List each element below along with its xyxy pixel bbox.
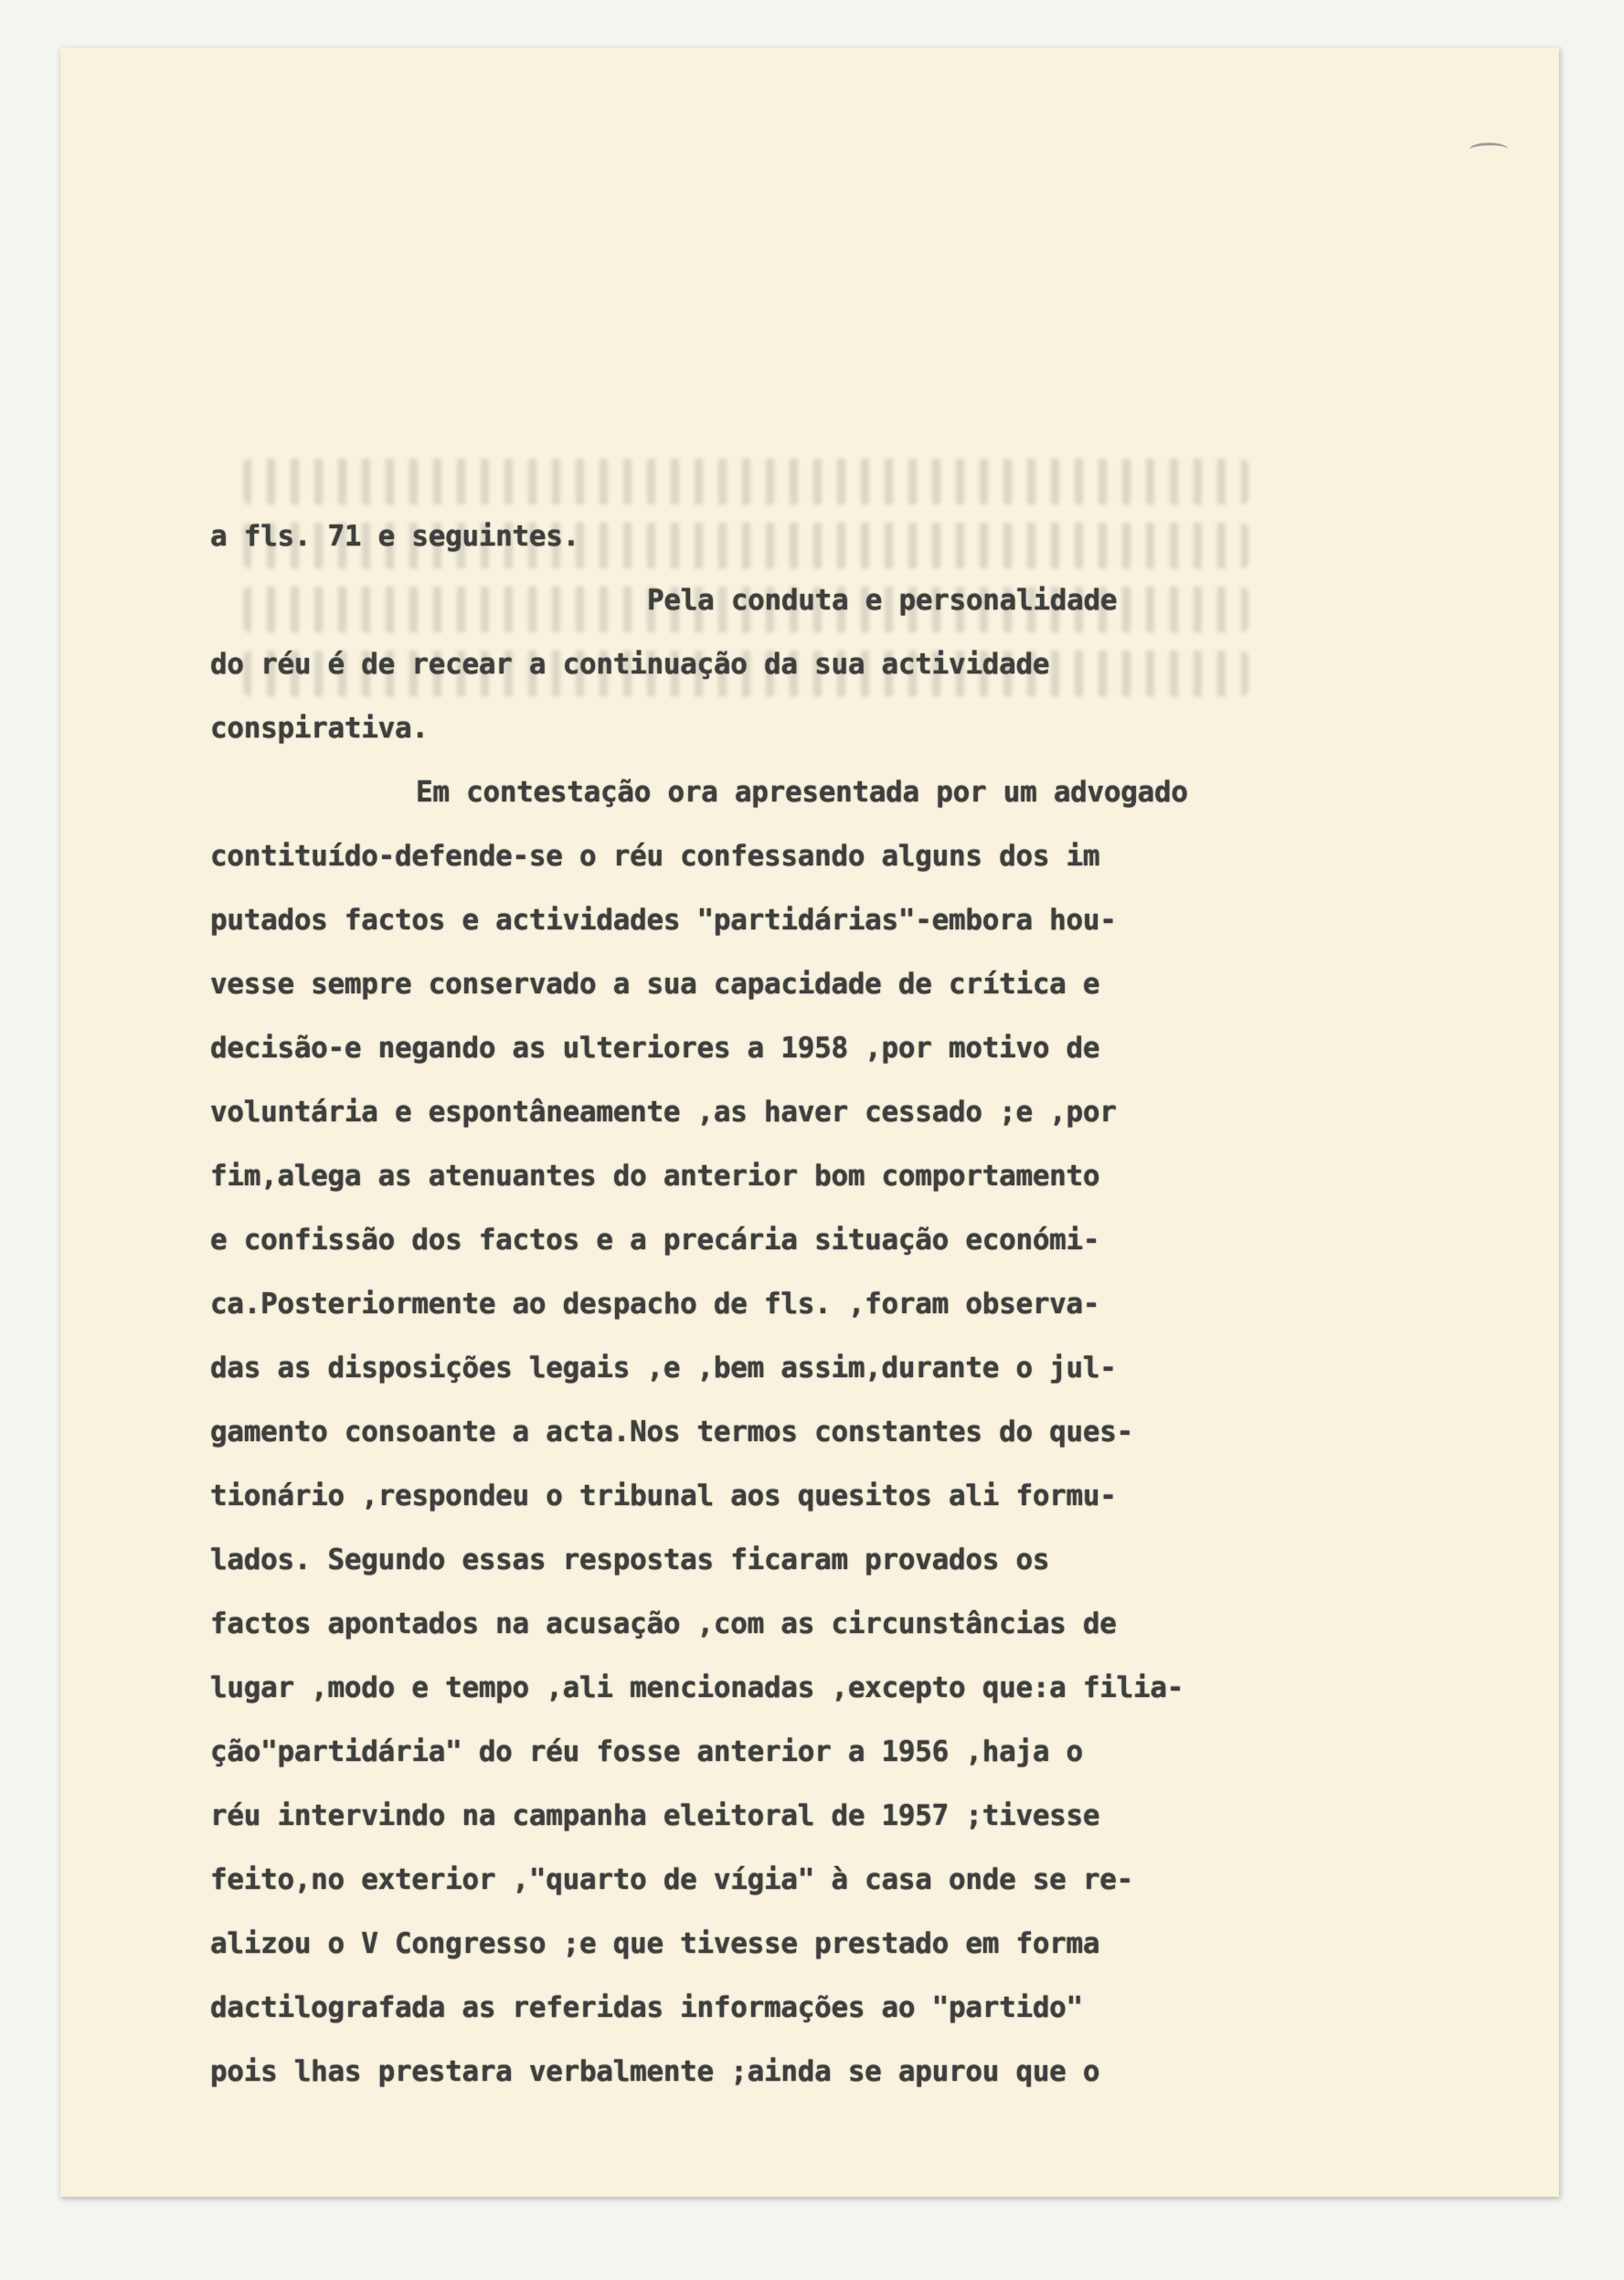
text-line: lados. Segundo essas respostas ficaram provados os [210,1543,1050,1576]
text-line: ca.Posteriormente ao despacho de fls. ,foram observa- [210,1288,1100,1320]
text-line: conspirativa. [210,712,429,745]
pencil-mark [1470,142,1509,158]
text-line: factos apontados na acusação ,com as circunstâncias de [210,1607,1117,1640]
text-line: a fls. 71 e seguintes. [210,520,579,553]
text-line: e confissão dos factos e a precária situação económi- [210,1224,1100,1257]
text-line: pois lhas prestara verbalmente ;ainda se apurou que o [210,2055,1100,2088]
text-line: gamento consoante a acta.Nos termos constantes do ques- [210,1416,1133,1448]
text-line: dactilografada as referidas informações ao "partido" [210,1991,1083,2024]
text-line: réu intervindo na campanha eleitoral de 1957 ;tivesse [210,1799,1100,1832]
typed-text-block [210,504,1362,2104]
text-line: ção"partidária" do réu fosse anterior a 1956 ,haja o [210,1735,1083,1768]
text-line: do réu é de recear a continuação da sua actividade [210,648,1050,681]
text-line: lugar ,modo e tempo ,ali mencionadas ,excepto que:a filia- [210,1671,1184,1704]
text-line: Em contestação ora apresentada por um advogado [416,776,1188,809]
text-line: tionário ,respondeu o tribunal aos quesitos ali formu- [210,1479,1117,1512]
text-line: das as disposições legais ,e ,bem assim,durante o jul- [210,1352,1117,1384]
text-line: voluntária e espontâneamente ,as haver cessado ;e ,por [210,1096,1117,1129]
text-line: contituído-defende-se o réu confessando alguns dos im [210,840,1100,873]
text-line: fim,alega as atenuantes do anterior bom comportamento [210,1160,1100,1193]
text-line: Pela conduta e personalidade [647,584,1118,617]
text-line: decisão-e negando as ulteriores a 1958 ,por motivo de [210,1032,1100,1065]
text-line: alizou o V Congresso ;e que tivesse prestado em forma [210,1927,1100,1960]
text-line: putados factos e actividades "partidárias"-embora hou- [210,904,1117,937]
paper-sheet [60,48,1559,2197]
text-line: feito,no exterior ,"quarto de vígia" à casa onde se re- [210,1863,1133,1896]
text-line: vesse sempre conservado a sua capacidade de crítica e [210,968,1100,1001]
